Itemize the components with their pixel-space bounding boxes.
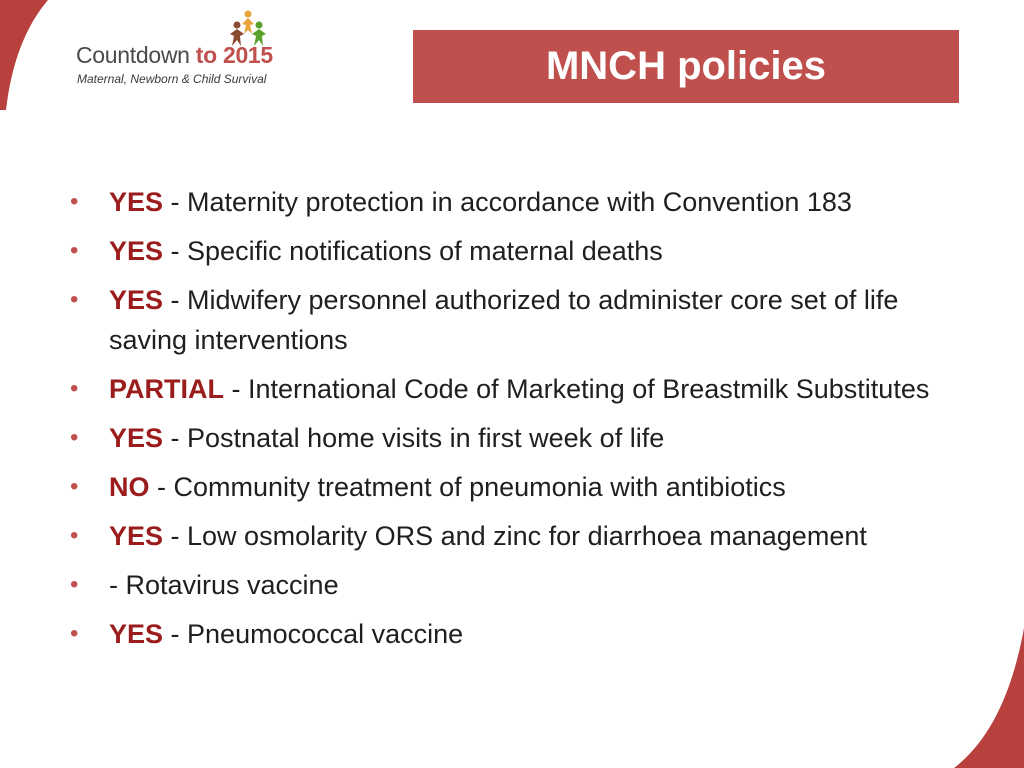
policy-status: YES xyxy=(109,521,164,551)
list-item xyxy=(70,182,980,222)
list-item xyxy=(70,614,980,654)
list-item xyxy=(70,369,980,409)
policy-text: - Rotavirus vaccine xyxy=(109,570,339,600)
bullet-icon: • xyxy=(70,522,79,549)
policy-text: - Community treatment of pneumonia with antibiotics xyxy=(149,472,786,502)
bullet-icon: • xyxy=(70,188,79,215)
policy-text: - Postnatal home visits in first week of life xyxy=(163,423,665,453)
slide-title: MNCH policies xyxy=(545,44,827,88)
policy-text: - Midwifery personnel authorized to administer core set of life saving interventions xyxy=(109,285,899,355)
policy-status: PARTIAL xyxy=(109,374,224,404)
bullet-icon: • xyxy=(70,237,79,264)
top-left-corner-swoosh xyxy=(0,0,60,110)
logo-title-part2: to 2015 xyxy=(195,42,273,68)
bullet-icon: • xyxy=(70,620,79,647)
bullet-icon: • xyxy=(70,571,79,598)
policy-text: - Low osmolarity ORS and zinc for diarrhoea management xyxy=(163,521,867,551)
policy-status: YES xyxy=(109,236,164,266)
policy-status: YES xyxy=(109,187,164,217)
policy-status: YES xyxy=(109,619,164,649)
logo-title xyxy=(76,42,273,69)
list-item xyxy=(70,565,980,605)
bullet-icon: • xyxy=(70,375,79,402)
bullet-icon: • xyxy=(70,424,79,451)
policy-status: NO xyxy=(109,472,150,502)
policy-text: - Maternity protection in accordance with Convention 183 xyxy=(163,187,852,217)
logo-subtitle: Maternal, Newborn & Child Survival xyxy=(77,72,267,86)
list-item xyxy=(70,467,980,507)
list-item xyxy=(70,418,980,458)
list-item xyxy=(70,231,980,271)
bullet-icon: • xyxy=(70,473,79,500)
policy-status: YES xyxy=(109,423,164,453)
bullet-icon: • xyxy=(70,286,79,313)
countdown-logo xyxy=(76,10,296,90)
policy-status: YES xyxy=(109,285,164,315)
list-item xyxy=(70,516,980,556)
policy-list xyxy=(70,182,980,663)
policy-text: - Pneumococcal vaccine xyxy=(163,619,464,649)
policy-text: - Specific notifications of maternal deaths xyxy=(163,236,663,266)
list-item xyxy=(70,280,980,360)
logo-title-part1: Countdown xyxy=(76,42,196,68)
title-banner xyxy=(413,30,959,103)
policy-text: - International Code of Marketing of Breastmilk Substitutes xyxy=(224,374,930,404)
